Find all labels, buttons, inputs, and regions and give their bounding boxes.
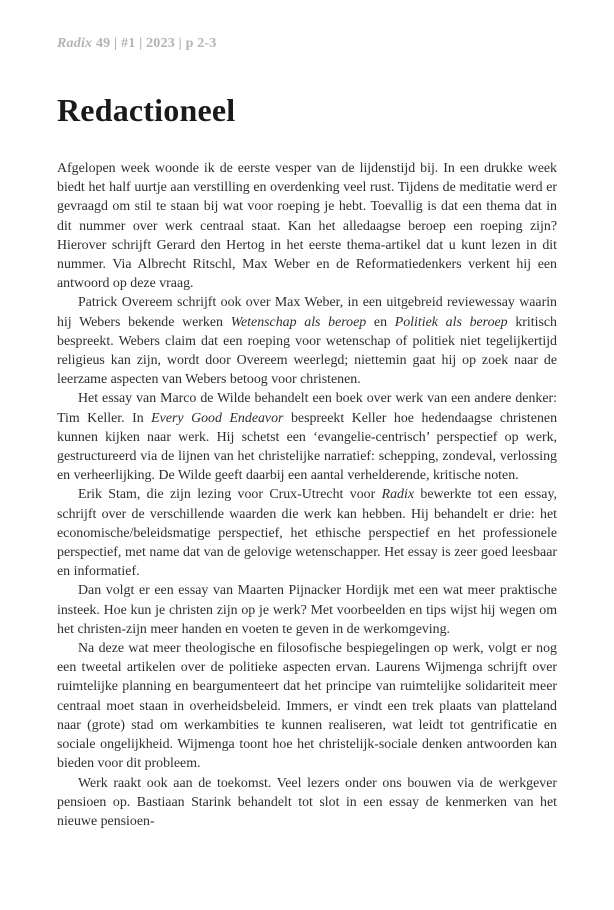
paragraph-3: Het essay van Marco de Wilde behandelt een boek over werk van een andere denker: Tim Keller. In Every Good Endeavor bespreekt Keller hoe hedendaagse christenen kunnen kijken naar werk. Hij schetst een ‘evangelie-centrisch’ perspectief op werk, gestructureerd via de lijnen van het christelijke narratief: schepping, zondeval, verlossing en verheerlijking. De Wilde geeft daarbij een aantal verhelderende, kritische noten. [57,391,558,484]
page-title: Redactioneel [57,92,236,128]
paragraph-1: Afgelopen week woonde ik de eerste vesper van de lijdenstijd bij. In een drukke week biedt het half uurtje aan verstilling en overdenking veel rust. Tijdens de meditatie werd er gevraagd om stil te staan bij wat voor roeping je hebt. Toevallig is dat een thema dat in dit nummer over werk centraal staat. Kan het alledaagse beroep een roeping zijn? Hierover schrijft Gerard den Hertog in het eerste thema-artikel dat u kunt lezen in dit nummer. Via Albrecht Ritschl, Max Weber en de Reformatiedenkers verkent hij een antwoord op deze vraag. [57,161,557,292]
journal-name: Radix [57,36,93,51]
paragraph-2: Patrick Overeem schrijft ook over Max Weber, in een uitgebreid reviewessay waarin hij Webers bekende werken Wetenschap als beroep en Politiek als beroep kritisch bespreekt. Webers claim dat een roeping voor wetenschap of politiek niet tegelijkertijd religieus kan zijn, wordt door Overeem weerlegd; niettemin gaat hij op zoek naar de leerzame aspecten van Webers betoog voor christenen. [57,295,557,388]
issue-info: 49 | #1 | 2023 | p 2-3 [95,36,217,51]
paragraph-7: Werk raakt ook aan de toekomst. Veel lezers onder ons bouwen via de werkgever pensioen op. Bastiaan Starink behandelt tot slot in een essay de kenmerken van het nieuwe pensioen- [57,775,557,829]
paragraph-6: Na deze wat meer theologische en filosofische bespiegelingen op werk, volgt er nog een tweetal artikelen over de politieke aspecten ervan. Laurens Wijmenga schrijft over ruimtelijke planning en beargumenteert dat het principe van ruimtelijke solidariteit meer centraal moet staan in overheidsbeleid. Immers, er vindt een trek plaats van platteland naar (grote) stad om werkambities te kunnen realiseren, wat leidt tot gentrificatie en sociale ongelijkheid. Wijmenga toont hoe het christelijk-sociale denken antwoorden kan bieden voor dit probleem. [57,641,557,772]
paragraph-4: Erik Stam, die zijn lezing voor Crux-Utrecht voor Radix bewerkte tot een essay, schrijft over de verschillende waarden die werk kan hebben. Hij behandelt er drie: het economische/beleidsmatige perspectief, het ethische perspectief en het professionele perspectief, met name dat van de gelovige wetenschapper. Het essay is zeer goed leesbaar en informatief. [57,487,557,580]
running-header [57,36,557,52]
editorial-body [57,159,557,831]
paragraph-5: Dan volgt er een essay van Maarten Pijnacker Hordijk met een wat meer praktische insteek. Hoe kun je christen zijn op je werk? Met voorbeelden en tips wijst hij wegen om het christen-zijn meer handen en voeten te geven in de werkomgeving. [57,583,557,637]
